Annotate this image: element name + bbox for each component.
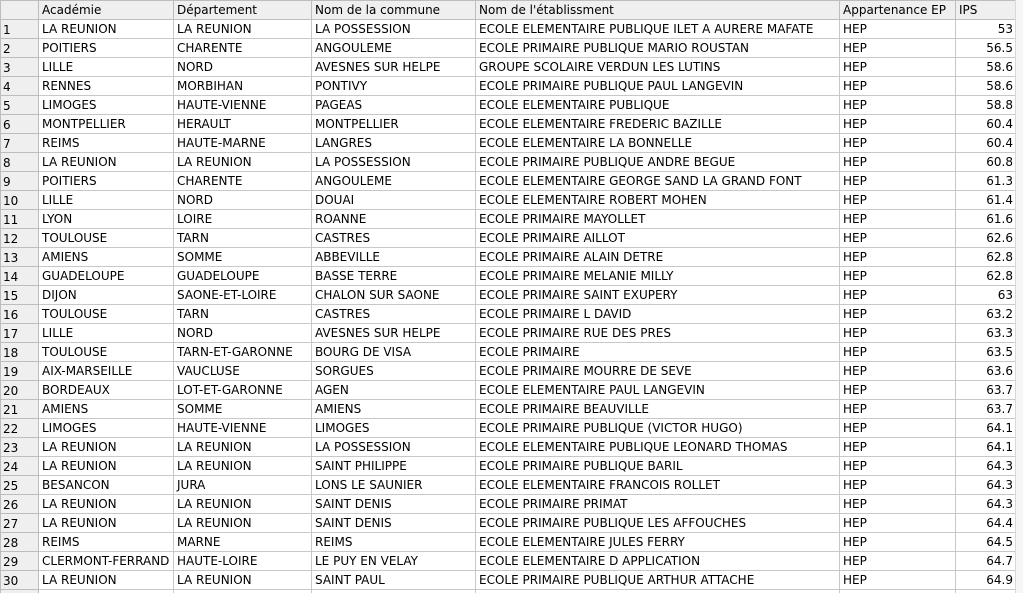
cell-departement[interactable]: MORBIHAN xyxy=(174,77,312,96)
cell-commune[interactable]: LIMOGES xyxy=(312,419,476,438)
cell-etablissement[interactable]: ECOLE ELEMENTAIRE ROBERT MOHEN xyxy=(476,191,840,210)
cell-ips[interactable]: 61.4 xyxy=(956,191,1017,210)
cell-etablissement[interactable]: ECOLE ELEMENTAIRE D APPLICATION xyxy=(476,552,840,571)
cell-etablissement[interactable]: ECOLE ELEMENTAIRE FRANCOIS ROLLET xyxy=(476,476,840,495)
row-number[interactable]: 3 xyxy=(1,58,39,77)
cell-etablissement[interactable]: ECOLE PRIMAIRE PUBLIQUE (VICTOR HUGO) xyxy=(476,419,840,438)
table-row xyxy=(1,362,1017,381)
cell-academie[interactable]: LA REUNION xyxy=(39,514,174,533)
cell-academie[interactable]: BORDEAUX xyxy=(39,381,174,400)
cell-appartenance-ep[interactable]: HEP xyxy=(840,153,956,172)
cell-commune[interactable]: LA POSSESSION xyxy=(312,438,476,457)
cell-departement[interactable]: MARNE xyxy=(174,533,312,552)
row-number[interactable]: 30 xyxy=(1,571,39,590)
cell-etablissement[interactable]: ECOLE PRIMAIRE AILLOT xyxy=(476,229,840,248)
cell-departement[interactable]: LOT-ET-GARONNE xyxy=(174,381,312,400)
cell-appartenance-ep[interactable]: HEP xyxy=(840,286,956,305)
cell-ips[interactable]: 63.3 xyxy=(956,324,1017,343)
cell-academie[interactable]: LILLE xyxy=(39,324,174,343)
column-header-etablissement[interactable]: Nom de l'établissment xyxy=(476,1,840,20)
cell-etablissement[interactable]: ECOLE ELEMENTAIRE FREDERIC BAZILLE xyxy=(476,115,840,134)
cell-departement[interactable]: LA REUNION xyxy=(174,153,312,172)
cell-departement[interactable]: SAONE-ET-LOIRE xyxy=(174,286,312,305)
cell-ips[interactable]: 64.4 xyxy=(956,514,1017,533)
row-number[interactable]: 11 xyxy=(1,210,39,229)
table-row xyxy=(1,115,1017,134)
row-number[interactable]: 24 xyxy=(1,457,39,476)
cell-academie[interactable]: CLERMONT-FERRAND xyxy=(39,552,174,571)
row-number[interactable] xyxy=(1,590,39,593)
row-number[interactable]: 26 xyxy=(1,495,39,514)
cell-academie[interactable]: LA REUNION xyxy=(39,153,174,172)
cell-etablissement[interactable]: ECOLE PRIMAIRE PUBLIQUE ARTHUR ATTACHE xyxy=(476,571,840,590)
row-number[interactable]: 10 xyxy=(1,191,39,210)
cell-departement[interactable]: NORD xyxy=(174,191,312,210)
cell-appartenance-ep[interactable]: HEP xyxy=(840,210,956,229)
cell-academie[interactable]: TOULOUSE xyxy=(39,305,174,324)
cell-academie[interactable]: AMIENS xyxy=(39,248,174,267)
cell-academie[interactable]: REIMS xyxy=(39,533,174,552)
cell-academie[interactable]: LA REUNION xyxy=(39,495,174,514)
cell-ips[interactable]: 60.4 xyxy=(956,115,1017,134)
row-number[interactable]: 12 xyxy=(1,229,39,248)
cell-commune[interactable]: SAINT PHILIPPE xyxy=(312,457,476,476)
cell-ips[interactable]: 64.3 xyxy=(956,495,1017,514)
cell-ips[interactable]: 60.8 xyxy=(956,153,1017,172)
row-number[interactable]: 7 xyxy=(1,134,39,153)
cell-academie[interactable]: LILLE xyxy=(39,191,174,210)
cell-academie[interactable]: REIMS xyxy=(39,134,174,153)
row-number[interactable]: 25 xyxy=(1,476,39,495)
cell-commune[interactable]: ABBEVILLE xyxy=(312,248,476,267)
cell-etablissement[interactable]: ECOLE PRIMAIRE PUBLIQUE MARIO ROUSTAN xyxy=(476,39,840,58)
cell-ips[interactable]: 64.1 xyxy=(956,419,1017,438)
cell-ips[interactable]: 64.7 xyxy=(956,552,1017,571)
table-row xyxy=(1,590,1017,593)
table-row xyxy=(1,552,1017,571)
row-number[interactable]: 17 xyxy=(1,324,39,343)
cell-appartenance-ep[interactable]: HEP xyxy=(840,495,956,514)
cell-etablissement[interactable]: ECOLE ELEMENTAIRE PUBLIQUE xyxy=(476,96,840,115)
row-number[interactable]: 5 xyxy=(1,96,39,115)
cell-departement[interactable]: JURA xyxy=(174,476,312,495)
cell-academie[interactable]: MONTPELLIER xyxy=(39,115,174,134)
cell-commune[interactable]: MONTPELLIER xyxy=(312,115,476,134)
cell-academie[interactable]: TOULOUSE xyxy=(39,343,174,362)
cell-appartenance-ep[interactable]: HEP xyxy=(840,172,956,191)
row-number[interactable]: 1 xyxy=(1,20,39,39)
cell-appartenance-ep[interactable]: HEP xyxy=(840,39,956,58)
cell-etablissement[interactable]: ECOLE PRIMAIRE ALAIN DETRE xyxy=(476,248,840,267)
cell-etablissement[interactable]: ECOLE ELEMENTAIRE PUBLIQUE LEONARD THOMAS xyxy=(476,438,840,457)
cell-etablissement[interactable]: GROUPE SCOLAIRE VERDUN LES LUTINS xyxy=(476,58,840,77)
cell-etablissement[interactable]: ECOLE PRIMAIRE PUBLIQUE BARIL xyxy=(476,457,840,476)
table-body xyxy=(1,20,1017,593)
cell-commune[interactable]: LE PUY EN VELAY xyxy=(312,552,476,571)
cell-commune[interactable]: CHALON SUR SAONE xyxy=(312,286,476,305)
table-row xyxy=(1,153,1017,172)
table-row xyxy=(1,343,1017,362)
row-number[interactable]: 28 xyxy=(1,533,39,552)
cell-commune[interactable]: LA POSSESSION xyxy=(312,153,476,172)
table-row xyxy=(1,286,1017,305)
row-number[interactable]: 14 xyxy=(1,267,39,286)
cell-departement[interactable]: HERAULT xyxy=(174,115,312,134)
cell-commune[interactable]: BASSE TERRE xyxy=(312,267,476,286)
cell-ips[interactable]: 63.7 xyxy=(956,400,1017,419)
cell-academie[interactable]: DIJON xyxy=(39,286,174,305)
table-row xyxy=(1,229,1017,248)
table-row xyxy=(1,476,1017,495)
cell-academie[interactable]: LILLE xyxy=(39,58,174,77)
row-number[interactable]: 27 xyxy=(1,514,39,533)
cell-appartenance-ep[interactable]: HEP xyxy=(840,476,956,495)
cell-academie[interactable]: RENNES xyxy=(39,77,174,96)
row-number[interactable]: 21 xyxy=(1,400,39,419)
cell-etablissement[interactable]: ECOLE PRIMAIRE RUE DES PRES xyxy=(476,324,840,343)
cell-commune[interactable]: REIMS xyxy=(312,533,476,552)
cell-ips[interactable]: 58.8 xyxy=(956,96,1017,115)
cell-etablissement[interactable]: ECOLE PRIMAIRE PUBLIQUE PAUL LANGEVIN xyxy=(476,77,840,96)
cell-appartenance-ep[interactable]: HEP xyxy=(840,58,956,77)
cell-appartenance-ep[interactable]: HEP xyxy=(840,191,956,210)
cell-appartenance-ep[interactable]: HEP xyxy=(840,533,956,552)
table-row xyxy=(1,248,1017,267)
cell-commune[interactable]: SAINT DENIS xyxy=(312,514,476,533)
cell-appartenance-ep[interactable]: HEP xyxy=(840,552,956,571)
cell-ips[interactable]: 64.1 xyxy=(956,438,1017,457)
table-row xyxy=(1,20,1017,39)
cell-etablissement[interactable]: ECOLE PRIMAIRE L DAVID xyxy=(476,305,840,324)
cell-etablissement[interactable] xyxy=(476,590,840,593)
cell-commune[interactable]: CASTRES xyxy=(312,229,476,248)
table-row xyxy=(1,400,1017,419)
cell-ips[interactable]: 61.3 xyxy=(956,172,1017,191)
row-number[interactable]: 20 xyxy=(1,381,39,400)
cell-commune[interactable]: ANGOULEME xyxy=(312,172,476,191)
table-row xyxy=(1,514,1017,533)
cell-academie[interactable]: LIMOGES xyxy=(39,419,174,438)
cell-etablissement[interactable]: ECOLE PRIMAIRE MELANIE MILLY xyxy=(476,267,840,286)
row-number[interactable]: 13 xyxy=(1,248,39,267)
cell-etablissement[interactable]: ECOLE PRIMAIRE BEAUVILLE xyxy=(476,400,840,419)
cell-appartenance-ep[interactable]: HEP xyxy=(840,20,956,39)
cell-etablissement[interactable]: ECOLE ELEMENTAIRE PUBLIQUE ILET A AURERE MAFATE xyxy=(476,20,840,39)
cell-departement[interactable]: LA REUNION xyxy=(174,514,312,533)
cell-academie[interactable]: POITIERS xyxy=(39,172,174,191)
header-row xyxy=(1,1,1017,20)
cell-commune[interactable]: LANGRES xyxy=(312,134,476,153)
cell-ips[interactable]: 62.8 xyxy=(956,267,1017,286)
row-number[interactable]: 22 xyxy=(1,419,39,438)
cell-departement[interactable]: LOIRE xyxy=(174,210,312,229)
table-row xyxy=(1,495,1017,514)
cell-ips[interactable]: 56.5 xyxy=(956,39,1017,58)
row-number[interactable]: 29 xyxy=(1,552,39,571)
column-header-academie[interactable]: Académie xyxy=(39,1,174,20)
cell-appartenance-ep[interactable]: HEP xyxy=(840,248,956,267)
row-number[interactable]: 23 xyxy=(1,438,39,457)
cell-departement[interactable]: NORD xyxy=(174,58,312,77)
cell-ips[interactable] xyxy=(956,590,1017,593)
cell-departement[interactable]: HAUTE-LOIRE xyxy=(174,552,312,571)
cell-commune[interactable]: ANGOULEME xyxy=(312,39,476,58)
cell-ips[interactable]: 64.3 xyxy=(956,457,1017,476)
cell-commune[interactable]: AVESNES SUR HELPE xyxy=(312,58,476,77)
cell-ips[interactable]: 63.2 xyxy=(956,305,1017,324)
table-row xyxy=(1,58,1017,77)
cell-departement[interactable]: SOMME xyxy=(174,248,312,267)
cell-ips[interactable]: 53 xyxy=(956,20,1017,39)
cell-ips[interactable]: 60.4 xyxy=(956,134,1017,153)
cell-etablissement[interactable]: ECOLE ELEMENTAIRE JULES FERRY xyxy=(476,533,840,552)
table-row xyxy=(1,210,1017,229)
cell-departement[interactable]: TARN-ET-GARONNE xyxy=(174,343,312,362)
cell-etablissement[interactable]: ECOLE ELEMENTAIRE PAUL LANGEVIN xyxy=(476,381,840,400)
table-row xyxy=(1,324,1017,343)
row-number[interactable]: 6 xyxy=(1,115,39,134)
cell-ips[interactable]: 64.3 xyxy=(956,476,1017,495)
cell-etablissement[interactable]: ECOLE PRIMAIRE SAINT EXUPERY xyxy=(476,286,840,305)
cell-ips[interactable]: 63.5 xyxy=(956,343,1017,362)
row-number[interactable]: 15 xyxy=(1,286,39,305)
table-row xyxy=(1,305,1017,324)
cell-commune[interactable]: SORGUES xyxy=(312,362,476,381)
cell-ips[interactable]: 62.6 xyxy=(956,229,1017,248)
cell-appartenance-ep[interactable]: HEP xyxy=(840,267,956,286)
column-header-appartenance-ep[interactable]: Appartenance EP xyxy=(840,1,956,20)
cell-departement[interactable]: LA REUNION xyxy=(174,457,312,476)
cell-appartenance-ep[interactable]: HEP xyxy=(840,571,956,590)
row-number[interactable]: 18 xyxy=(1,343,39,362)
column-header-commune[interactable]: Nom de la commune xyxy=(312,1,476,20)
column-header-departement[interactable]: Département xyxy=(174,1,312,20)
cell-commune[interactable]: CASTRES xyxy=(312,305,476,324)
cell-etablissement[interactable]: ECOLE ELEMENTAIRE LA BONNELLE xyxy=(476,134,840,153)
cell-commune[interactable]: AGEN xyxy=(312,381,476,400)
cell-etablissement[interactable]: ECOLE ELEMENTAIRE GEORGE SAND LA GRAND FONT xyxy=(476,172,840,191)
table-row xyxy=(1,77,1017,96)
cell-academie[interactable]: BESANCON xyxy=(39,476,174,495)
table-row xyxy=(1,134,1017,153)
cell-etablissement[interactable]: ECOLE PRIMAIRE MOURRE DE SEVE xyxy=(476,362,840,381)
cell-etablissement[interactable]: ECOLE PRIMAIRE MAYOLLET xyxy=(476,210,840,229)
cell-appartenance-ep[interactable]: HEP xyxy=(840,419,956,438)
cell-commune[interactable]: SAINT DENIS xyxy=(312,495,476,514)
cell-departement[interactable]: VAUCLUSE xyxy=(174,362,312,381)
cell-academie[interactable]: LA REUNION xyxy=(39,457,174,476)
cell-departement[interactable]: GUADELOUPE xyxy=(174,267,312,286)
cell-etablissement[interactable]: ECOLE PRIMAIRE PRIMAT xyxy=(476,495,840,514)
cell-departement[interactable]: SOMME xyxy=(174,400,312,419)
cell-appartenance-ep[interactable]: HEP xyxy=(840,438,956,457)
cell-ips[interactable]: 62.8 xyxy=(956,248,1017,267)
cell-appartenance-ep[interactable]: HEP xyxy=(840,400,956,419)
cell-academie[interactable]: LA REUNION xyxy=(39,438,174,457)
row-number[interactable]: 19 xyxy=(1,362,39,381)
cell-commune[interactable]: BOURG DE VISA xyxy=(312,343,476,362)
cell-appartenance-ep[interactable]: HEP xyxy=(840,457,956,476)
cell-commune[interactable]: AMIENS xyxy=(312,400,476,419)
cell-departement[interactable]: CHARENTE xyxy=(174,39,312,58)
corner-header[interactable] xyxy=(1,1,39,20)
cell-commune[interactable] xyxy=(312,590,476,593)
cell-departement[interactable]: LA REUNION xyxy=(174,571,312,590)
column-header-ips[interactable]: IPS xyxy=(956,1,1017,20)
cell-appartenance-ep[interactable]: HEP xyxy=(840,96,956,115)
cell-commune[interactable]: ROANNE xyxy=(312,210,476,229)
row-number[interactable]: 8 xyxy=(1,153,39,172)
table-row xyxy=(1,381,1017,400)
vertical-scrollbar[interactable] xyxy=(1015,0,1023,593)
cell-ips[interactable]: 63.7 xyxy=(956,381,1017,400)
table-row xyxy=(1,533,1017,552)
cell-commune[interactable]: AVESNES SUR HELPE xyxy=(312,324,476,343)
table-row xyxy=(1,571,1017,590)
table-row xyxy=(1,172,1017,191)
row-number[interactable]: 2 xyxy=(1,39,39,58)
cell-appartenance-ep[interactable]: HEP xyxy=(840,134,956,153)
row-number[interactable]: 16 xyxy=(1,305,39,324)
cell-departement[interactable]: LA REUNION xyxy=(174,495,312,514)
cell-ips[interactable]: 64.5 xyxy=(956,533,1017,552)
cell-commune[interactable]: LONS LE SAUNIER xyxy=(312,476,476,495)
cell-academie[interactable]: LA REUNION xyxy=(39,20,174,39)
row-number[interactable]: 4 xyxy=(1,77,39,96)
cell-departement[interactable]: CHARENTE xyxy=(174,172,312,191)
table-row xyxy=(1,267,1017,286)
cell-appartenance-ep[interactable]: HEP xyxy=(840,77,956,96)
cell-departement[interactable]: TARN xyxy=(174,305,312,324)
cell-academie[interactable]: LYON xyxy=(39,210,174,229)
cell-academie[interactable]: LIMOGES xyxy=(39,96,174,115)
row-number[interactable]: 9 xyxy=(1,172,39,191)
cell-appartenance-ep[interactable]: HEP xyxy=(840,381,956,400)
cell-commune[interactable]: SAINT PAUL xyxy=(312,571,476,590)
cell-academie[interactable]: LA REUNION xyxy=(39,571,174,590)
cell-appartenance-ep[interactable]: HEP xyxy=(840,229,956,248)
cell-ips[interactable]: 63 xyxy=(956,286,1017,305)
cell-etablissement[interactable]: ECOLE PRIMAIRE PUBLIQUE ANDRE BEGUE xyxy=(476,153,840,172)
cell-academie[interactable]: TOULOUSE xyxy=(39,229,174,248)
table-row xyxy=(1,191,1017,210)
cell-departement[interactable]: TARN xyxy=(174,229,312,248)
cell-departement[interactable]: HAUTE-MARNE xyxy=(174,134,312,153)
cell-academie[interactable] xyxy=(39,590,174,593)
cell-departement[interactable]: HAUTE-VIENNE xyxy=(174,96,312,115)
cell-commune[interactable]: DOUAI xyxy=(312,191,476,210)
cell-etablissement[interactable]: ECOLE PRIMAIRE xyxy=(476,343,840,362)
cell-departement[interactable]: NORD xyxy=(174,324,312,343)
cell-departement[interactable]: LA REUNION xyxy=(174,438,312,457)
cell-ips[interactable]: 58.6 xyxy=(956,58,1017,77)
cell-departement[interactable]: LA REUNION xyxy=(174,20,312,39)
cell-appartenance-ep[interactable]: HEP xyxy=(840,115,956,134)
table-row xyxy=(1,96,1017,115)
cell-commune[interactable]: LA POSSESSION xyxy=(312,20,476,39)
cell-departement[interactable]: HAUTE-VIENNE xyxy=(174,419,312,438)
cell-commune[interactable]: PAGEAS xyxy=(312,96,476,115)
cell-etablissement[interactable]: ECOLE PRIMAIRE PUBLIQUE LES AFFOUCHES xyxy=(476,514,840,533)
table-row xyxy=(1,457,1017,476)
cell-ips[interactable]: 64.9 xyxy=(956,571,1017,590)
cell-academie[interactable]: POITIERS xyxy=(39,39,174,58)
cell-academie[interactable]: AIX-MARSEILLE xyxy=(39,362,174,381)
table-row xyxy=(1,39,1017,58)
cell-appartenance-ep[interactable]: HEP xyxy=(840,343,956,362)
cell-appartenance-ep[interactable]: HEP xyxy=(840,324,956,343)
cell-academie[interactable]: AMIENS xyxy=(39,400,174,419)
cell-appartenance-ep[interactable] xyxy=(840,590,956,593)
cell-appartenance-ep[interactable]: HEP xyxy=(840,362,956,381)
cell-ips[interactable]: 63.6 xyxy=(956,362,1017,381)
cell-ips[interactable]: 61.6 xyxy=(956,210,1017,229)
table-row xyxy=(1,438,1017,457)
cell-academie[interactable]: GUADELOUPE xyxy=(39,267,174,286)
table-row xyxy=(1,419,1017,438)
cell-departement[interactable] xyxy=(174,590,312,593)
cell-appartenance-ep[interactable]: HEP xyxy=(840,514,956,533)
cell-ips[interactable]: 58.6 xyxy=(956,77,1017,96)
cell-appartenance-ep[interactable]: HEP xyxy=(840,305,956,324)
cell-commune[interactable]: PONTIVY xyxy=(312,77,476,96)
